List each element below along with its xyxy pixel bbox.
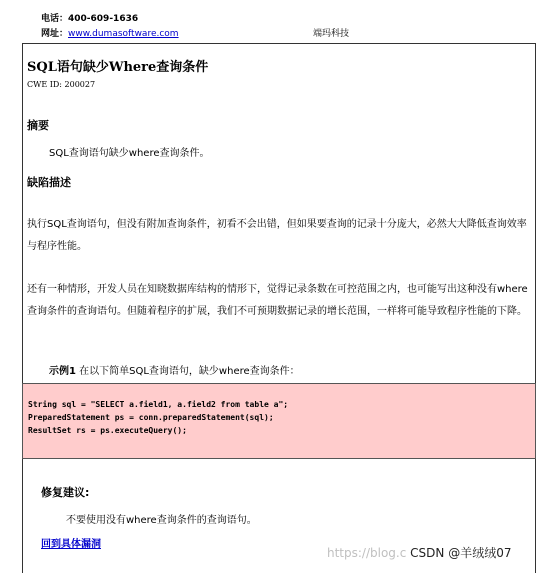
fix-text: 不要使用没有where查询条件的查询语句。 (66, 515, 257, 526)
page-title: SQL语句缺少Where查询条件 (27, 60, 209, 75)
example-text: 在以下简单SQL查询语句，缺少where查询条件： (75, 366, 300, 377)
summary-heading: 摘要 (27, 119, 49, 132)
website-line (41, 27, 521, 42)
phone-number: 400-609-1636 (68, 14, 139, 24)
watermark-text: CSDN @羊绒绒07 (410, 546, 512, 560)
website-link[interactable]: www.dumasoftware.com (68, 29, 179, 39)
defect-paragraph-2: 还有一种情形，开发人员在知晓数据库结构的情形下，觉得记录条数在可控范围之内，也可能写出这种没有where查询条件的查询语句。但随着程序的扩展，我们不可预期数据记录的增长范围，一样将可能导致程序性能的下降。 (27, 284, 528, 317)
phone-line (41, 12, 521, 27)
cwe-id: CWE ID: 200027 (27, 80, 96, 89)
phone-label: 电话： (41, 14, 69, 24)
defect-heading: 缺陷描述 (27, 176, 71, 189)
code-block (22, 383, 536, 459)
csdn-watermark (327, 544, 511, 561)
code-line: ResultSet rs = ps.executeQuery(); (28, 426, 187, 435)
back-to-vulnerabilities-link[interactable]: 回到具体漏洞 (41, 539, 101, 550)
fix-heading: 修复建议: (41, 486, 90, 499)
page-header (41, 12, 521, 42)
example-caption (49, 362, 300, 377)
watermark-url: https://blog.c (327, 546, 407, 560)
code-line: PreparedStatement ps = conn.preparedStatement(sql); (28, 413, 274, 422)
company-name: 端玛科技 (313, 29, 350, 39)
summary-text: SQL查询语句缺少where查询条件。 (49, 148, 210, 159)
code-line: String sql = "SELECT a.field1, a.field2 from table a"; (28, 400, 289, 409)
defect-paragraph-1: 执行SQL查询语句，但没有附加查询条件，初看不会出错，但如果要查询的记录十分庞大，必然大大降低查询效率与程序性能。 (27, 219, 527, 252)
website-label: 网址： (41, 29, 69, 39)
example-label: 示例1 (49, 366, 76, 377)
